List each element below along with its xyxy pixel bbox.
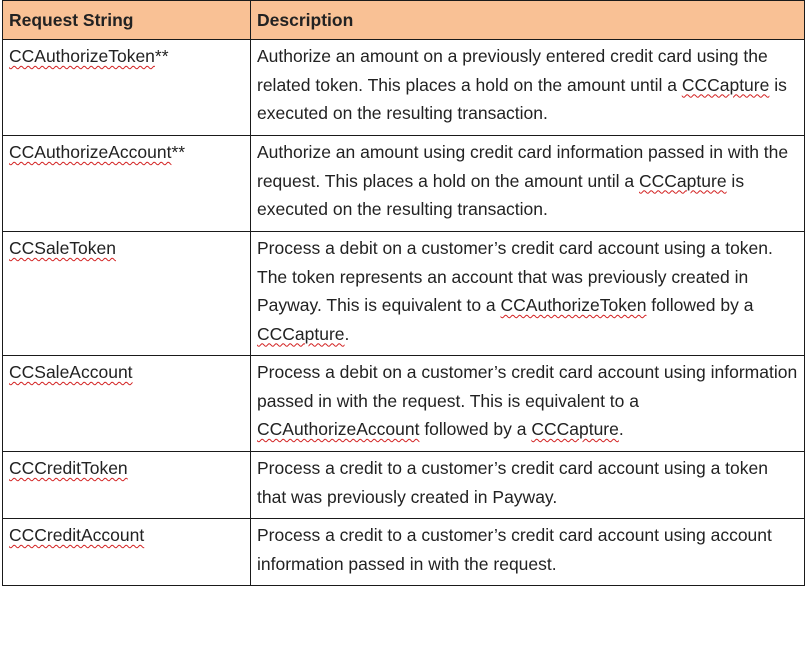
description-cell — [251, 356, 805, 452]
desc-text: Authorize an amount using credit card information passed in with the request. This places a hold on the amount until a — [257, 142, 789, 191]
request-string-cell — [3, 519, 251, 586]
request-string-table — [2, 0, 805, 586]
desc-ref: CCCapture — [531, 419, 619, 439]
desc-ref: CCCapture — [257, 323, 345, 344]
request-string-cell — [3, 232, 251, 356]
request-name: CCAuthorizeAccount — [9, 142, 172, 162]
desc-text: Process a credit to a customer’s credit card account using a token that was previously created in Payway. — [257, 458, 768, 507]
table-row — [3, 136, 805, 232]
request-name: CCCreditAccount — [9, 525, 145, 545]
table-row — [3, 519, 805, 586]
desc-text: Authorize an amount on a previously entered credit card using the related token. This places a hold on the amount until a — [257, 46, 768, 95]
desc-ref: CCAuthorizeToken — [500, 295, 647, 315]
table-row — [3, 356, 805, 452]
desc-text: . — [344, 323, 350, 344]
desc-text: followed by a — [419, 419, 532, 439]
table-header-row — [3, 1, 805, 40]
desc-ref: CCCapture — [681, 74, 770, 95]
request-name: CCCreditToken — [9, 458, 128, 478]
request-name: CCSaleAccount — [9, 362, 133, 382]
desc-text: is executed on the resulting transaction. — [257, 170, 745, 219]
table-row — [3, 452, 805, 519]
header-description: Description — [251, 1, 805, 40]
desc-text: Process a debit on a customer’s credit card account using a token. The token represents an account that was previously created in Payway. This is equivalent to a — [257, 238, 773, 315]
desc-text: Process a credit to a customer’s credit card account using account information passed in with the request. — [257, 525, 772, 574]
desc-text: is executed on the resulting transaction. — [257, 74, 787, 123]
desc-text: followed by a — [646, 295, 754, 315]
description-cell — [251, 136, 805, 232]
header-request-string: Request String — [3, 1, 251, 40]
desc-text: . — [618, 419, 624, 439]
request-string-cell — [3, 356, 251, 452]
request-name: CCSaleToken — [9, 238, 116, 258]
desc-ref: CCCapture — [639, 170, 727, 191]
request-suffix: ** — [154, 46, 169, 66]
description-cell — [251, 452, 805, 519]
desc-ref: CCAuthorizeAccount — [257, 419, 420, 439]
request-string-cell — [3, 452, 251, 519]
request-string-cell — [3, 136, 251, 232]
table-row — [3, 232, 805, 356]
request-string-cell — [3, 40, 251, 136]
request-name: CCAuthorizeToken — [9, 46, 155, 66]
request-suffix: ** — [171, 142, 186, 162]
description-cell — [251, 40, 805, 136]
table-row — [3, 40, 805, 136]
desc-text: Process a debit on a customer’s credit card account using information passed in with the request. This is equivalent to a — [257, 362, 798, 411]
description-cell — [251, 232, 805, 356]
description-cell — [251, 519, 805, 586]
